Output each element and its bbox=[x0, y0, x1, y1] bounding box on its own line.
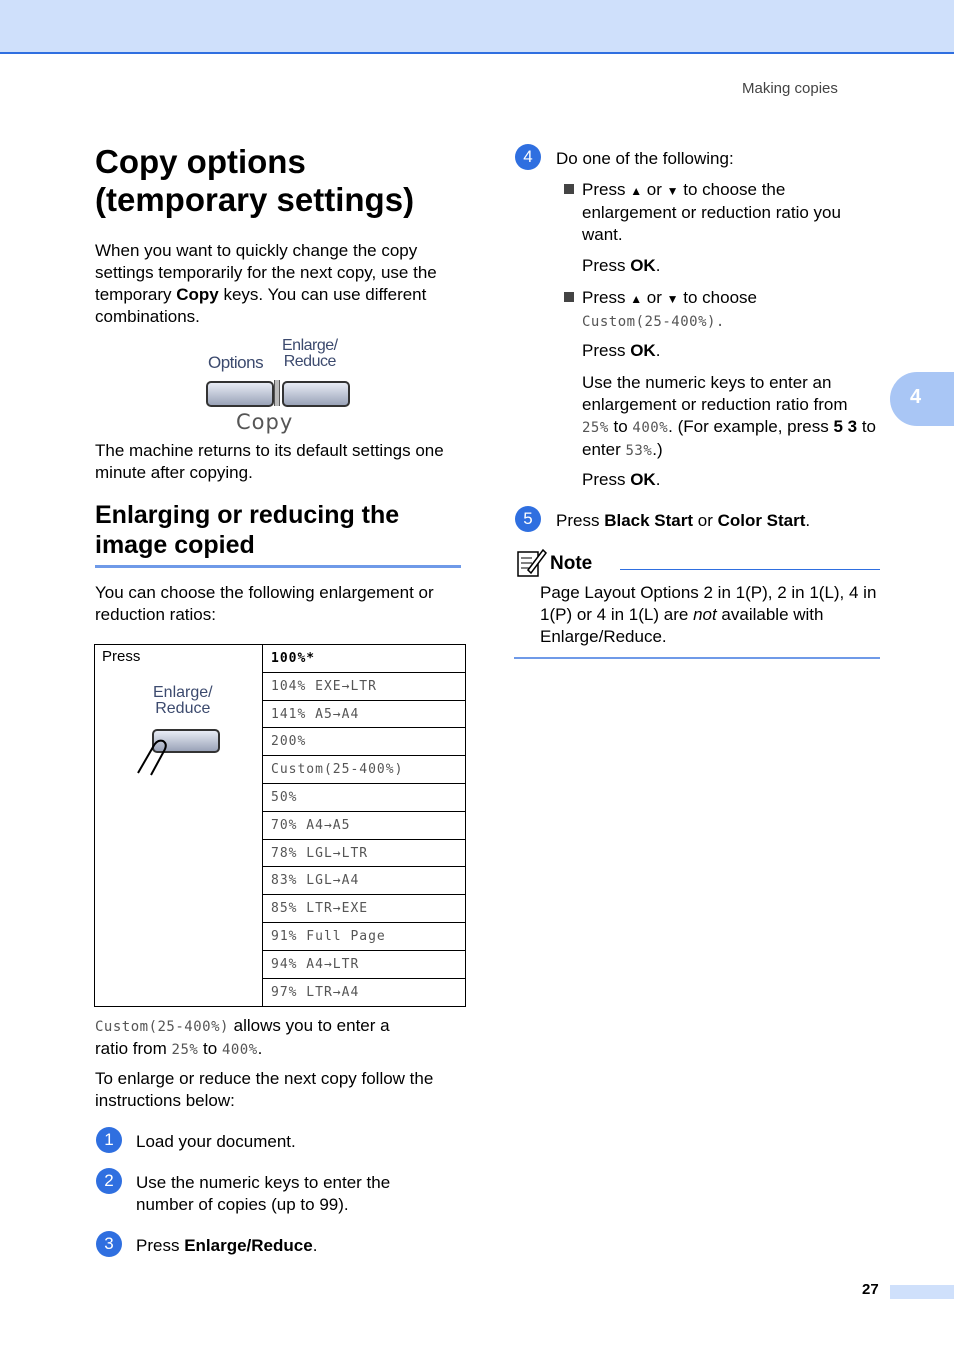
intro-copy-bold: Copy bbox=[176, 285, 219, 304]
option-b-rest: to choose bbox=[678, 288, 757, 307]
press-cell bbox=[95, 645, 263, 1006]
numeric-from: 25% bbox=[582, 420, 609, 436]
note-title: Note bbox=[550, 553, 593, 574]
top-banner bbox=[0, 0, 954, 54]
options-key bbox=[206, 381, 274, 407]
period-3: . bbox=[655, 470, 661, 489]
enlarge-label-line2: Reduce bbox=[283, 353, 336, 370]
bullet-square-icon bbox=[564, 184, 574, 194]
note-emphasis: not bbox=[693, 605, 717, 624]
press-ok-prefix-3: Press bbox=[582, 470, 631, 489]
press-label: Press bbox=[102, 648, 141, 665]
option-b-text bbox=[582, 287, 874, 333]
intro-text-a: When you want to quickly change the copy settings temporarily for the next copy, use the temporary bbox=[95, 241, 437, 304]
copy-keys-illustration bbox=[200, 336, 360, 436]
up-arrow-icon: ▲ bbox=[630, 292, 643, 306]
custom-from: 25% bbox=[171, 1042, 199, 1058]
up-arrow-icon: ▲ bbox=[630, 184, 643, 198]
down-arrow-icon: ▼ bbox=[666, 292, 679, 306]
page-number-bar bbox=[890, 1285, 954, 1299]
step-1-badge: 1 bbox=[96, 1127, 122, 1153]
step-5-text bbox=[556, 510, 876, 532]
step-5-bold1: Black Start bbox=[604, 511, 694, 530]
section-title bbox=[95, 500, 399, 560]
step-1-text: Load your document. bbox=[136, 1132, 296, 1151]
title-line-1: Copy options bbox=[95, 143, 306, 180]
numeric-keys-bold: 5 3 bbox=[833, 417, 858, 436]
default-settings-note: The machine returns to its default settings one minute after copying. bbox=[95, 441, 444, 482]
step-3-suffix: . bbox=[312, 1236, 318, 1255]
option-b-press: Press bbox=[582, 288, 631, 307]
copy-keys-label: Copy bbox=[236, 410, 294, 434]
numeric-keys-instruction bbox=[582, 372, 878, 462]
press-ok-prefix-2: Press bbox=[582, 341, 631, 360]
custom-end: . bbox=[257, 1039, 263, 1058]
note-pencil-icon bbox=[516, 546, 548, 578]
ok-bold-3: OK bbox=[630, 470, 656, 489]
numeric-text-a: Use the numeric keys to enter an enlargement or reduction ratio from bbox=[582, 373, 848, 414]
custom-to: 400% bbox=[221, 1042, 258, 1058]
ok-bold-1: OK bbox=[630, 256, 656, 275]
option-a-press-ok bbox=[582, 255, 660, 277]
ratio-option: 200% bbox=[263, 728, 465, 756]
section-intro: You can choose the following enlargement or reduction ratios: bbox=[95, 583, 434, 624]
section-title-line-1: Enlarging or reducing the bbox=[95, 501, 400, 529]
step-5-prefix: Press bbox=[556, 511, 605, 530]
down-arrow-icon: ▼ bbox=[666, 184, 679, 198]
option-a-rest: to choose the enlargement or reduction ratio you want. bbox=[582, 180, 841, 244]
key-divider bbox=[274, 380, 280, 406]
note-text bbox=[540, 582, 880, 648]
table-key-label-line1: Enlarge/ bbox=[153, 684, 213, 701]
ratio-option: 100%* bbox=[263, 645, 465, 673]
numeric-to: 400% bbox=[632, 420, 669, 436]
numeric-to-word: to bbox=[608, 417, 633, 436]
numeric-example: 53% bbox=[625, 443, 653, 459]
ratio-option: 97% LTR→A4 bbox=[271, 984, 360, 1000]
ratio-list bbox=[263, 645, 465, 1006]
numeric-text-c: to enter bbox=[582, 417, 877, 459]
ratio-option: Custom(25-400%) bbox=[263, 756, 465, 784]
step-2-badge: 2 bbox=[96, 1168, 122, 1194]
ratio-option: 141% A5→A4 bbox=[263, 701, 465, 729]
enlarge-reduce-key bbox=[282, 381, 350, 407]
option-a-or: or bbox=[642, 180, 667, 199]
step-5-badge: 5 bbox=[515, 506, 541, 532]
period-1: . bbox=[655, 256, 661, 275]
page-title bbox=[95, 143, 414, 219]
step-3-text bbox=[136, 1235, 456, 1257]
ratio-option: 91% Full Page bbox=[263, 923, 465, 951]
option-b-code: Custom(25-400%). bbox=[582, 314, 725, 330]
ratio-option: 83% LGL→A4 bbox=[263, 867, 465, 895]
intro-paragraph bbox=[95, 240, 465, 328]
title-line-2: (temporary settings) bbox=[95, 181, 415, 218]
ratio-table bbox=[94, 644, 466, 1007]
step-4-badge: 4 bbox=[515, 144, 541, 170]
enlarge-key-label bbox=[282, 338, 338, 370]
ratio-option: 104% EXE→LTR bbox=[263, 673, 465, 701]
step-2-text: Use the numeric keys to enter the number of copies (up to 99). bbox=[136, 1173, 391, 1214]
custom-text-a: allows you to enter a bbox=[228, 1016, 390, 1035]
press-ok-prefix-1: Press bbox=[582, 256, 631, 275]
step-3-prefix: Press bbox=[136, 1236, 185, 1255]
chapter-tab bbox=[890, 372, 954, 426]
option-a-press: Press bbox=[582, 180, 631, 199]
note-text-b: available with Enlarge/Reduce. bbox=[540, 605, 824, 646]
ok-bold-2: OK bbox=[630, 341, 656, 360]
ratio-option: 70% A4→A5 bbox=[263, 812, 465, 840]
ratio-option: 94% A4→LTR bbox=[263, 951, 465, 979]
table-key-label-line2: Reduce bbox=[155, 700, 211, 717]
step-5-bold2: Color Start bbox=[717, 511, 806, 530]
ratio-option: 78% LGL→LTR bbox=[263, 840, 465, 868]
follow-instructions: To enlarge or reduce the next copy follow the instructions below: bbox=[95, 1069, 434, 1110]
step-3-badge: 3 bbox=[96, 1231, 122, 1257]
section-rule bbox=[95, 565, 461, 568]
step-5-suffix: . bbox=[805, 511, 811, 530]
step-4-text: Do one of the following: bbox=[556, 149, 734, 168]
note-rule-bottom bbox=[514, 657, 880, 659]
chapter-number: 4 bbox=[910, 386, 922, 408]
custom-code: Custom(25-400%) bbox=[95, 1019, 229, 1035]
step-5-mid: or bbox=[693, 511, 718, 530]
finger-press-icon bbox=[135, 727, 185, 777]
numeric-text-d: .) bbox=[652, 440, 663, 459]
section-title-line-2: image copied bbox=[95, 531, 255, 559]
option-b-or: or bbox=[642, 288, 667, 307]
note-text-a: Page Layout Options 2 in 1(P), 2 in 1(L), 4 in 1(P) or 4 in 1(L) are bbox=[540, 583, 877, 624]
page-number: 27 bbox=[862, 1281, 879, 1298]
custom-to-word: to bbox=[198, 1039, 222, 1058]
option-b-press-ok bbox=[582, 340, 660, 362]
note-rule-top bbox=[620, 569, 880, 570]
ratio-option: 50% bbox=[263, 784, 465, 812]
custom-text-b: ratio from bbox=[95, 1039, 172, 1058]
period-2: . bbox=[655, 341, 661, 360]
table-key-label bbox=[153, 685, 213, 717]
ratio-option: 85% LTR→EXE bbox=[263, 895, 465, 923]
step-3-bold: Enlarge/Reduce bbox=[184, 1236, 313, 1255]
intro-text-b: keys. You can use different combinations. bbox=[95, 285, 427, 326]
custom-explanation bbox=[95, 1015, 465, 1061]
options-key-label: Options bbox=[208, 353, 264, 372]
enlarge-label-line1: Enlarge/ bbox=[282, 337, 338, 354]
running-header: Making copies bbox=[742, 80, 838, 97]
bullet-square-icon bbox=[564, 292, 574, 302]
option-b-press-ok-final bbox=[582, 469, 660, 491]
numeric-text-b: . (For example, press bbox=[668, 417, 834, 436]
option-a-text bbox=[582, 179, 874, 246]
